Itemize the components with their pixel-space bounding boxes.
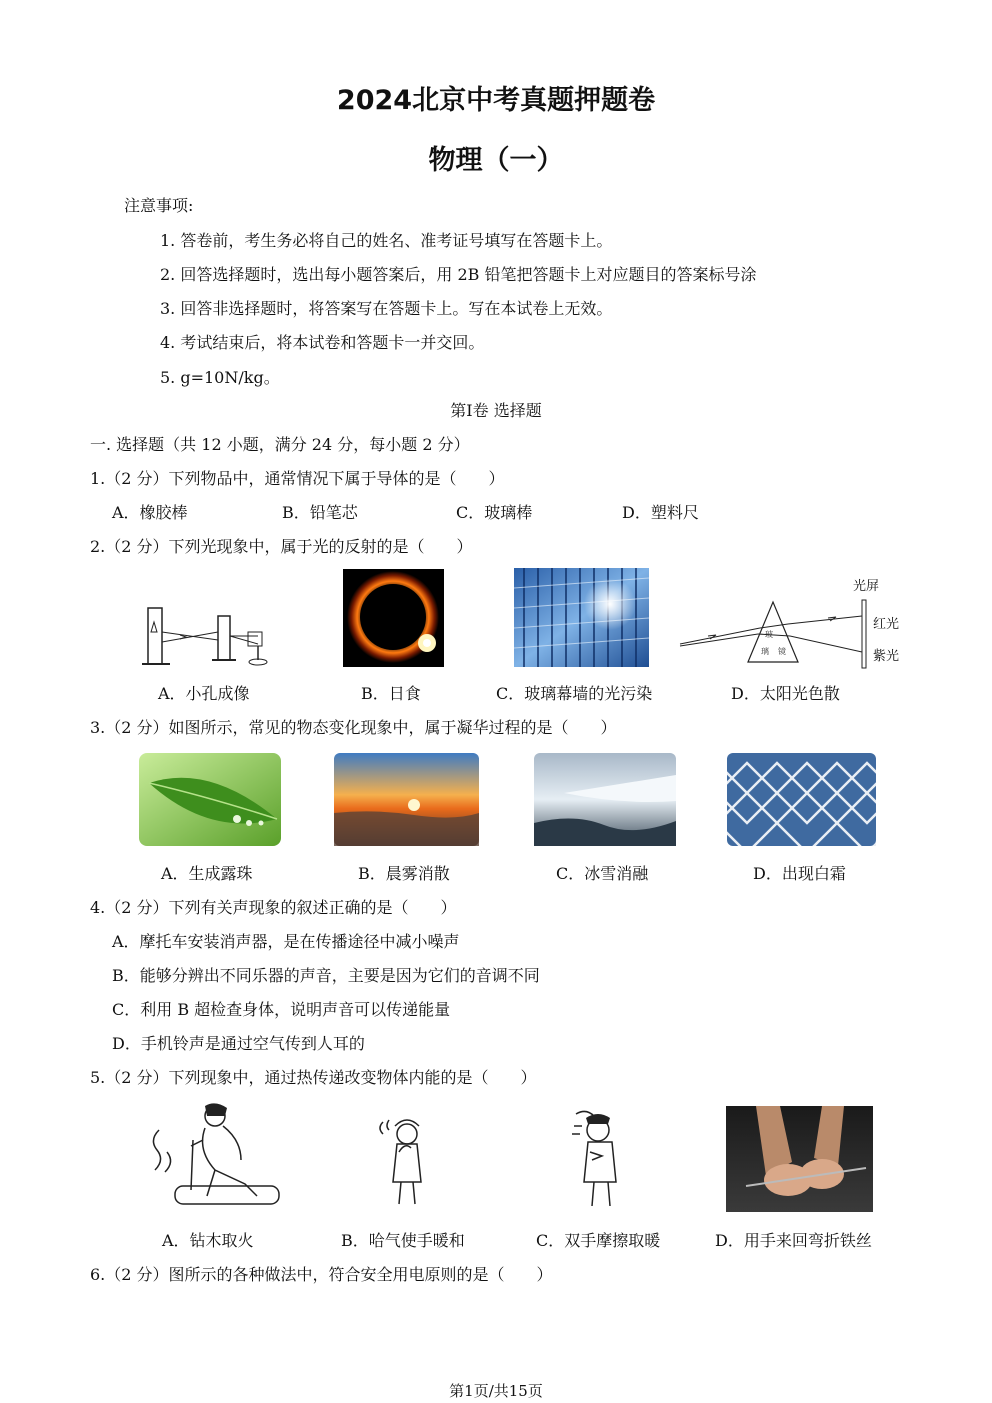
q4-option-d: D．手机铃声是通过空气传到人耳的 [112,1034,365,1053]
question-2-stem: 2.（2 分）下列光现象中，属于光的反射的是（ ） [90,537,473,556]
dew-leaf-photo [139,753,281,846]
notice-item-5: 5. g=10N/kg。 [160,368,280,387]
svg-text:璃: 璃 [761,647,769,656]
q5-option-a: A．钻木取火 [162,1231,254,1250]
frost-net-photo [727,753,876,846]
svg-text:镜: 镜 [778,647,786,656]
drill-fire-figure [145,1100,280,1212]
q2-option-d: D．太阳光色散 [731,684,840,703]
ice-snow-photo [534,753,676,846]
q1-option-d: D．塑料尺 [622,503,699,522]
notice-item-4: 4. 考试结束后，将本试卷和答题卡一并交回。 [160,333,485,352]
prism-screen-label: 光屏 [853,579,880,594]
q2-option-a: A．小孔成像 [158,684,250,703]
q4-option-a: A．摩托车安装消声器，是在传播途径中减小噪声 [112,932,460,951]
section-heading: 第Ⅰ卷 选择题 [450,401,542,420]
q3-option-d: D．出现白霜 [753,864,846,883]
breath-warm-hands-figure [375,1112,440,1212]
question-4-stem: 4.（2 分）下列有关声现象的叙述正确的是（ ） [90,898,457,917]
notice-item-1: 1. 答卷前，考生务必将自己的姓名、准考证号填写在答题卡上。 [160,231,613,250]
prism-purple-label: 紫光 [873,649,900,664]
q1-option-b: B．铅笔芯 [282,503,358,522]
question-3-stem: 3.（2 分）如图所示，常见的物态变化现象中，属于凝华过程的是（ ） [90,718,617,737]
q5-option-d: D．用手来回弯折铁丝 [715,1231,872,1250]
page-title: 2024北京中考真题押题卷 [336,85,656,116]
q1-option-c: C．玻璃棒 [456,503,533,522]
notice-item-3: 3. 回答非选择题时，将答案写在答题卡上。写在本试卷上无效。 [160,299,613,318]
rub-hands-figure [568,1106,638,1212]
q3-option-b: B．晨雾消散 [358,864,450,883]
pinhole-figure [140,602,275,672]
notice-heading: 注意事项: [124,196,194,215]
q2-option-c: C．玻璃幕墙的光污染 [496,684,653,703]
glass-curtain-wall-photo [514,568,649,667]
q5-option-b: B．哈气使手暖和 [341,1231,465,1250]
notice-item-2: 2. 回答选择题时，选出每小题答案后，用 2B 铅笔把答题卡上对应题目的答案标号涂 [160,265,757,284]
prism-red-label: 红光 [873,617,900,632]
q2-option-b: B．日食 [361,684,421,703]
q3-option-c: C．冰雪消融 [556,864,649,883]
q5-option-c: C．双手摩擦取暖 [536,1231,661,1250]
q3-option-a: A．生成露珠 [161,864,253,883]
part-heading: 一. 选择题（共 12 小题，满分 24 分，每小题 2 分） [90,435,470,454]
sunrise-fog-photo [334,753,479,846]
q4-option-c: C．利用 B 超检查身体，说明声音可以传递能量 [112,1000,451,1019]
question-5-stem: 5.（2 分）下列现象中，通过热传递改变物体内能的是（ ） [90,1068,537,1087]
svg-text:玻: 玻 [765,630,773,639]
q4-option-b: B．能够分辨出不同乐器的声音，主要是因为它们的音调不同 [112,966,540,985]
question-1-stem: 1.（2 分）下列物品中，通常情况下属于导体的是（ ） [90,469,505,488]
question-6-stem: 6.（2 分）图所示的各种做法中，符合安全用电原则的是（ ） [90,1265,553,1284]
page-subtitle: 物理（一） [428,145,564,176]
bend-wire-photo [726,1106,873,1212]
eclipse-photo [343,569,444,667]
page-number: 第1页/共15页 [449,1382,543,1400]
q1-option-a: A．橡胶棒 [112,503,188,522]
